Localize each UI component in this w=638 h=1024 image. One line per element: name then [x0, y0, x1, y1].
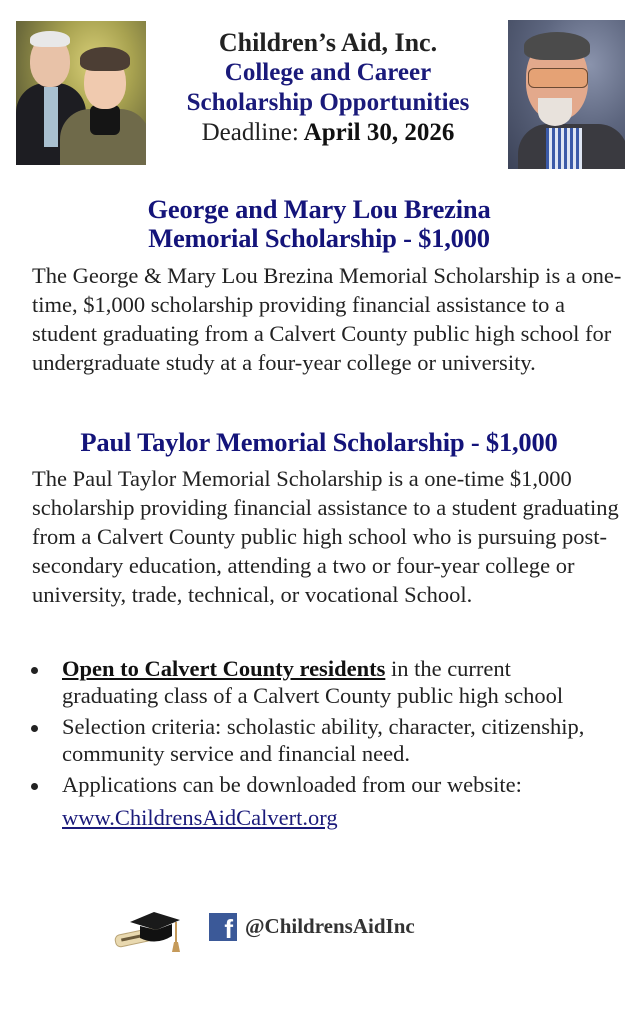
brezina-scholarship-description: The George & Mary Lou Brezina Memorial Scholarship is a one-time, $1,000 scholarship providing financial assistance to a student graduating from a Calvert County public high school for undergraduate study at a four-year college or university. [32, 263, 622, 375]
photo-shape [524, 32, 590, 60]
photo-shape [44, 87, 58, 147]
photo-shape [30, 31, 70, 47]
couple-portrait-photo [16, 21, 146, 165]
eligibility-list [0, 656, 610, 836]
tagline-line2: Scholarship Opportunities [186, 89, 470, 116]
photo-shape [80, 47, 130, 71]
graduation-cap-icon [114, 902, 190, 956]
taylor-scholarship-description: The Paul Taylor Memorial Scholarship is a one-time $1,000 scholarship providing financial assistance to a student graduating from a Calvert County public high school who is pursuing post-secondary education, attending a two or four-year college or university, trade, technical, or vocational School. [32, 466, 619, 607]
tagline-line1: College and Career [224, 59, 432, 86]
facebook-handle[interactable]: @ChildrensAidInc [245, 914, 415, 938]
facebook-icon[interactable]: f [209, 913, 237, 941]
eligibility-text: in the current graduating class of a Calvert County public high school [62, 656, 564, 708]
list-item [0, 772, 610, 831]
man-portrait-photo [508, 20, 625, 169]
website-link[interactable]: www.ChildrensAidCalvert.org [62, 804, 338, 830]
list-item [0, 656, 610, 709]
bullet-icon [31, 725, 38, 732]
eligibility-emphasis: Open to Calvert County residents [62, 656, 386, 681]
flyer-header [150, 28, 506, 148]
list-item [0, 714, 610, 767]
title-line: Memorial Scholarship - $1,000 [148, 223, 490, 253]
photo-shape [538, 98, 572, 126]
photo-shape [90, 105, 120, 135]
deadline [150, 118, 506, 148]
title-line: Paul Taylor Memorial Scholarship - $1,000 [80, 427, 558, 457]
org-name: Children’s Aid, Inc. [218, 28, 438, 57]
criteria-text: Selection criteria: scholastic ability, character, citizenship, community service and financial need. [62, 714, 585, 766]
applications-text: Applications can be downloaded from our website: [62, 772, 522, 797]
deadline-date: April 30, 2026 [303, 119, 455, 146]
bullet-icon [31, 667, 38, 674]
deadline-label: Deadline: [201, 119, 299, 146]
brezina-scholarship-title [0, 195, 638, 253]
taylor-scholarship-title [0, 428, 638, 457]
photo-shape [528, 68, 588, 88]
title-line: George and Mary Lou Brezina [147, 194, 491, 224]
photo-shape [546, 128, 582, 169]
bullet-icon [31, 783, 38, 790]
